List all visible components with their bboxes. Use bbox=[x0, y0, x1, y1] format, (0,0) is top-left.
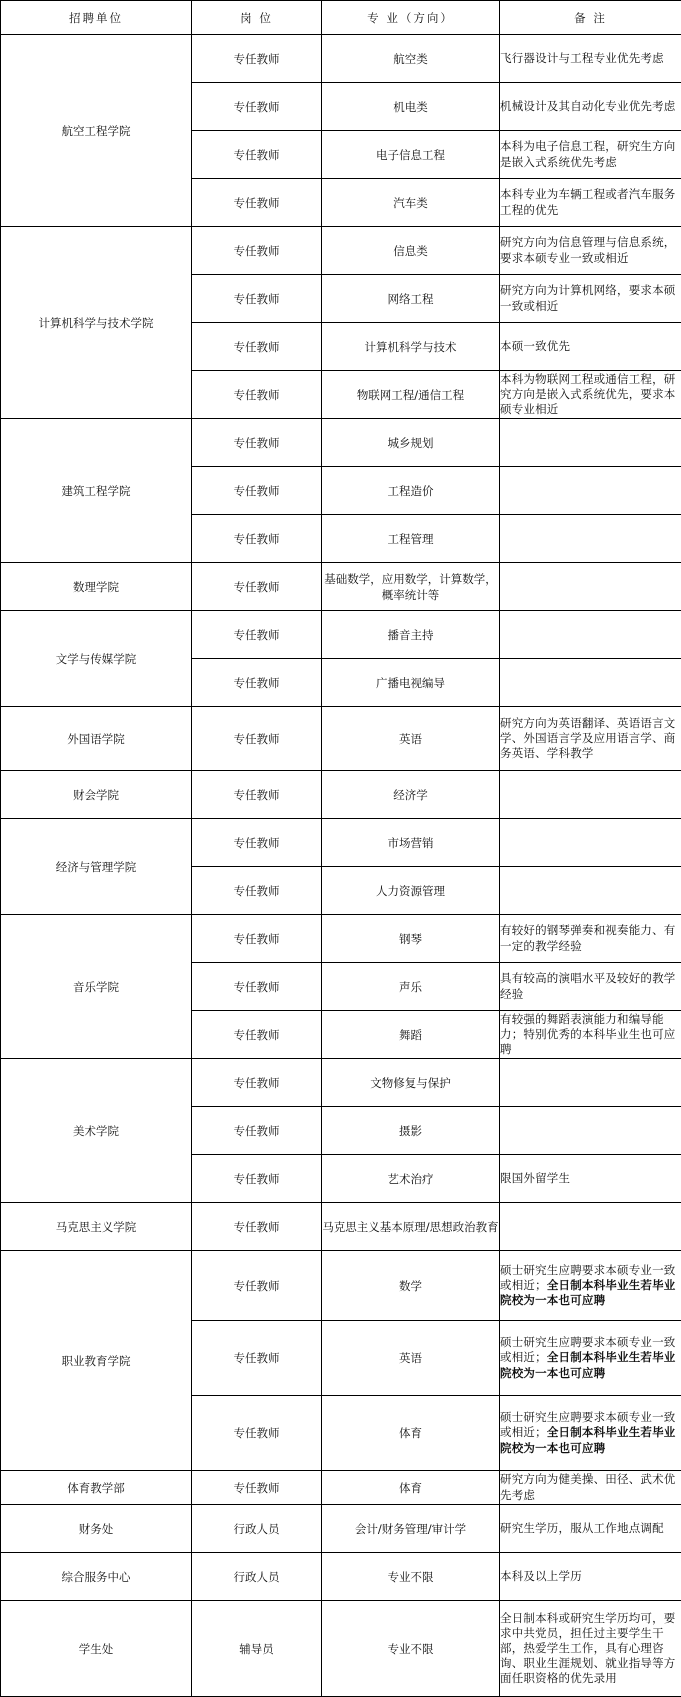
unit-cell: 财会学院 bbox=[1, 771, 192, 819]
note-text: 有较好的钢琴弹奏和视奏能力、有一定的教学经验 bbox=[500, 923, 676, 952]
major-cell: 物联网工程/通信工程 bbox=[322, 371, 500, 419]
post-cell: 专任教师 bbox=[192, 227, 322, 275]
note-cell bbox=[500, 323, 681, 371]
unit-cell: 财务处 bbox=[1, 1505, 192, 1553]
note-cell bbox=[500, 1155, 681, 1203]
post-cell: 专任教师 bbox=[192, 419, 322, 467]
post-cell: 专任教师 bbox=[192, 963, 322, 1011]
note-text: 限国外留学生 bbox=[500, 1171, 570, 1185]
note-text: 研究生学历，服从工作地点调配 bbox=[500, 1521, 664, 1535]
post-cell: 行政人员 bbox=[192, 1505, 322, 1553]
post-cell: 专任教师 bbox=[192, 131, 322, 179]
note-text: 硕士研究生应聘要求本硕专业一致或相近； bbox=[500, 1410, 676, 1439]
unit-cell: 职业教育学院 bbox=[1, 1251, 192, 1471]
major-cell: 摄影 bbox=[322, 1107, 500, 1155]
header-major: 专 业（方向） bbox=[322, 1, 500, 35]
major-cell: 英语 bbox=[322, 707, 500, 771]
header-post: 岗 位 bbox=[192, 1, 322, 35]
major-cell: 汽车类 bbox=[322, 179, 500, 227]
unit-cell: 外国语学院 bbox=[1, 707, 192, 771]
note-cell bbox=[500, 611, 681, 659]
major-cell: 专业不限 bbox=[322, 1553, 500, 1601]
major-cell: 专业不限 bbox=[322, 1601, 500, 1697]
note-cell bbox=[500, 1203, 681, 1251]
post-cell: 专任教师 bbox=[192, 1251, 322, 1321]
major-cell: 播音主持 bbox=[322, 611, 500, 659]
unit-cell: 综合服务中心 bbox=[1, 1553, 192, 1601]
major-cell: 电子信息工程 bbox=[322, 131, 500, 179]
note-cell bbox=[500, 659, 681, 707]
post-cell: 专任教师 bbox=[192, 867, 322, 915]
major-cell: 马克思主义基本原理/思想政治教育 bbox=[322, 1203, 500, 1251]
table-row bbox=[1, 35, 681, 83]
major-cell: 体育 bbox=[322, 1471, 500, 1505]
post-cell: 行政人员 bbox=[192, 1553, 322, 1601]
post-cell: 专任教师 bbox=[192, 659, 322, 707]
note-cell bbox=[500, 419, 681, 467]
note-cell bbox=[500, 867, 681, 915]
note-cell bbox=[500, 467, 681, 515]
post-cell: 专任教师 bbox=[192, 563, 322, 611]
note-cell bbox=[500, 179, 681, 227]
major-cell: 数学 bbox=[322, 1251, 500, 1321]
note-cell bbox=[500, 1396, 681, 1471]
table-row bbox=[1, 419, 681, 467]
post-cell: 专任教师 bbox=[192, 1107, 322, 1155]
post-cell: 专任教师 bbox=[192, 83, 322, 131]
note-text: 飞行器设计与工程专业优先考虑 bbox=[500, 51, 664, 65]
note-text: 全日制本科或研究生学历均可，要求中共党员，担任过主要学生干部，热爱学生工作，具有心理咨询、职业生涯规划、就业指导等方面任职资格的优先录用 bbox=[500, 1611, 676, 1686]
post-cell: 专任教师 bbox=[192, 35, 322, 83]
post-cell: 专任教师 bbox=[192, 1203, 322, 1251]
table-row bbox=[1, 1601, 681, 1697]
note-text: 研究方向为英语翻译、英语语言文学、外国语言学及应用语言学、商务英语、学科教学 bbox=[500, 716, 676, 760]
note-cell bbox=[500, 1471, 681, 1505]
unit-cell: 马克思主义学院 bbox=[1, 1203, 192, 1251]
major-cell: 会计/财务管理/审计学 bbox=[322, 1505, 500, 1553]
unit-cell: 音乐学院 bbox=[1, 915, 192, 1059]
table-row bbox=[1, 707, 681, 771]
major-cell: 艺术治疗 bbox=[322, 1155, 500, 1203]
post-cell: 专任教师 bbox=[192, 1471, 322, 1505]
table-row bbox=[1, 1553, 681, 1601]
major-cell: 航空类 bbox=[322, 35, 500, 83]
table-row bbox=[1, 1203, 681, 1251]
post-cell: 专任教师 bbox=[192, 1011, 322, 1059]
note-cell bbox=[500, 1011, 681, 1059]
major-cell: 工程造价 bbox=[322, 467, 500, 515]
post-cell: 专任教师 bbox=[192, 275, 322, 323]
note-cell bbox=[500, 35, 681, 83]
post-cell: 专任教师 bbox=[192, 611, 322, 659]
major-cell: 体育 bbox=[322, 1396, 500, 1471]
header-note: 备 注 bbox=[500, 1, 681, 35]
unit-cell: 计算机科学与技术学院 bbox=[1, 227, 192, 419]
note-text: 研究方向为信息管理与信息系统，要求本硕专业一致或相近 bbox=[500, 235, 676, 264]
major-cell: 声乐 bbox=[322, 963, 500, 1011]
table-row bbox=[1, 1251, 681, 1321]
major-cell: 广播电视编导 bbox=[322, 659, 500, 707]
post-cell: 专任教师 bbox=[192, 1396, 322, 1471]
note-bold-text: 全日制本科毕业生若毕业院校为一本也可应聘 bbox=[500, 1425, 676, 1454]
post-cell: 专任教师 bbox=[192, 179, 322, 227]
note-cell bbox=[500, 1107, 681, 1155]
note-text: 硕士研究生应聘要求本硕专业一致或相近； bbox=[500, 1263, 676, 1292]
note-text: 本科专业为车辆工程或者汽车服务工程的优先 bbox=[500, 187, 676, 216]
note-bold-text: 全日制本科毕业生若毕业院校为一本也可应聘 bbox=[500, 1278, 676, 1307]
note-cell bbox=[500, 1059, 681, 1107]
note-cell bbox=[500, 131, 681, 179]
note-cell bbox=[500, 515, 681, 563]
note-cell bbox=[500, 771, 681, 819]
table-row bbox=[1, 771, 681, 819]
unit-cell: 数理学院 bbox=[1, 563, 192, 611]
post-cell: 辅导员 bbox=[192, 1601, 322, 1697]
major-cell: 机电类 bbox=[322, 83, 500, 131]
major-cell: 计算机科学与技术 bbox=[322, 323, 500, 371]
major-cell: 网络工程 bbox=[322, 275, 500, 323]
note-cell bbox=[500, 1553, 681, 1601]
note-text: 有较强的舞蹈表演能力和编导能力；特别优秀的本科毕业生也可应聘 bbox=[500, 1012, 676, 1056]
table-row bbox=[1, 227, 681, 275]
note-text: 具有较高的演唱水平及较好的教学经验 bbox=[500, 971, 676, 1000]
post-cell: 专任教师 bbox=[192, 1321, 322, 1396]
post-cell: 专任教师 bbox=[192, 323, 322, 371]
major-cell: 英语 bbox=[322, 1321, 500, 1396]
note-text: 机械设计及其自动化专业优先考虑 bbox=[500, 99, 676, 113]
unit-cell: 体育教学部 bbox=[1, 1471, 192, 1505]
note-cell bbox=[500, 963, 681, 1011]
unit-cell: 美术学院 bbox=[1, 1059, 192, 1203]
major-cell: 经济学 bbox=[322, 771, 500, 819]
note-cell bbox=[500, 275, 681, 323]
post-cell: 专任教师 bbox=[192, 467, 322, 515]
table-row bbox=[1, 563, 681, 611]
table-row bbox=[1, 819, 681, 867]
unit-cell: 文学与传媒学院 bbox=[1, 611, 192, 707]
major-cell: 信息类 bbox=[322, 227, 500, 275]
note-cell bbox=[500, 227, 681, 275]
note-cell bbox=[500, 1601, 681, 1697]
note-cell bbox=[500, 563, 681, 611]
table-row bbox=[1, 915, 681, 963]
major-cell: 市场营销 bbox=[322, 819, 500, 867]
unit-cell: 经济与管理学院 bbox=[1, 819, 192, 915]
post-cell: 专任教师 bbox=[192, 819, 322, 867]
major-cell: 基础数学，应用数学，计算数学，概率统计等 bbox=[322, 563, 500, 611]
unit-cell: 建筑工程学院 bbox=[1, 419, 192, 563]
note-cell bbox=[500, 371, 681, 419]
note-cell bbox=[500, 83, 681, 131]
note-text: 本科为电子信息工程，研究生方向是嵌入式系统优先考虑 bbox=[500, 139, 676, 168]
table-row bbox=[1, 1471, 681, 1505]
post-cell: 专任教师 bbox=[192, 915, 322, 963]
note-cell bbox=[500, 1505, 681, 1553]
unit-cell: 学生处 bbox=[1, 1601, 192, 1697]
post-cell: 专任教师 bbox=[192, 371, 322, 419]
note-text: 研究方向为计算机网络，要求本硕一致或相近 bbox=[500, 283, 676, 312]
major-cell: 钢琴 bbox=[322, 915, 500, 963]
note-bold-text: 全日制本科毕业生若毕业院校为一本也可应聘 bbox=[500, 1350, 676, 1379]
post-cell: 专任教师 bbox=[192, 771, 322, 819]
note-cell bbox=[500, 1321, 681, 1396]
note-text: 本科为物联网工程或通信工程，研究方向是嵌入式系统优先，要求本硕专业相近 bbox=[500, 372, 676, 416]
table-row bbox=[1, 1059, 681, 1107]
note-text: 硕士研究生应聘要求本硕专业一致或相近； bbox=[500, 1335, 676, 1364]
note-text: 本硕一致优先 bbox=[500, 339, 570, 353]
post-cell: 专任教师 bbox=[192, 515, 322, 563]
post-cell: 专任教师 bbox=[192, 1059, 322, 1107]
unit-cell: 航空工程学院 bbox=[1, 35, 192, 227]
post-cell: 专任教师 bbox=[192, 1155, 322, 1203]
major-cell: 工程管理 bbox=[322, 515, 500, 563]
major-cell: 人力资源管理 bbox=[322, 867, 500, 915]
header-row bbox=[1, 1, 681, 35]
header-unit: 招聘单位 bbox=[1, 1, 192, 35]
note-cell bbox=[500, 915, 681, 963]
major-cell: 舞蹈 bbox=[322, 1011, 500, 1059]
table-row bbox=[1, 1505, 681, 1553]
note-cell bbox=[500, 707, 681, 771]
post-cell: 专任教师 bbox=[192, 707, 322, 771]
note-cell bbox=[500, 819, 681, 867]
note-text: 研究方向为健美操、田径、武术优先考虑 bbox=[500, 1472, 676, 1501]
table-row bbox=[1, 611, 681, 659]
note-text: 本科及以上学历 bbox=[500, 1569, 582, 1583]
note-cell bbox=[500, 1251, 681, 1321]
major-cell: 文物修复与保护 bbox=[322, 1059, 500, 1107]
major-cell: 城乡规划 bbox=[322, 419, 500, 467]
